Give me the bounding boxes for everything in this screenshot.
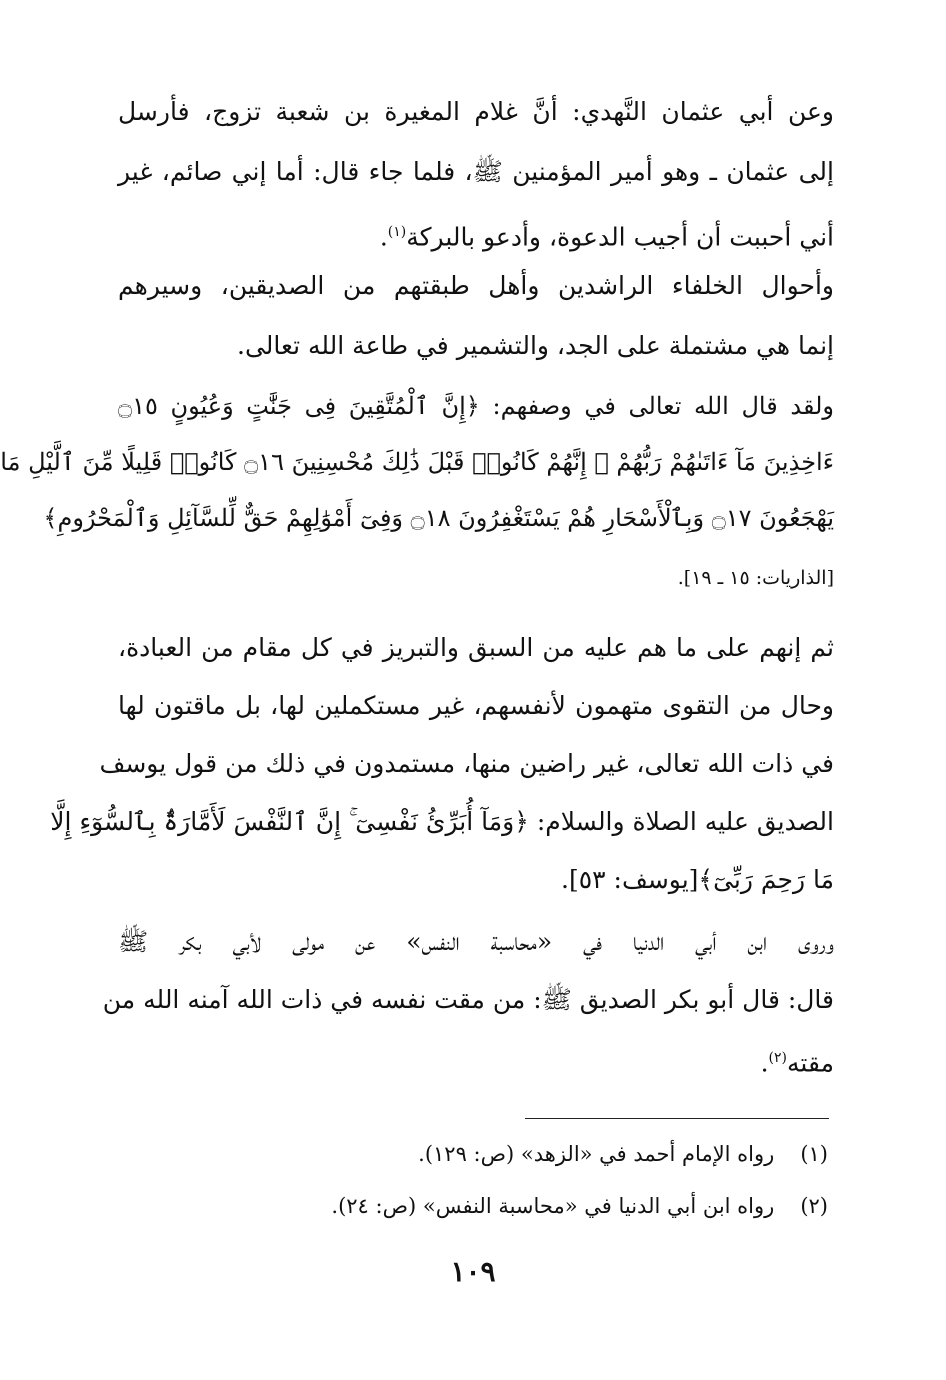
paragraph-line: ثم إنهم على ما هم عليه من السبق والتبريز في كل مقام من العبادة، [118,633,834,662]
punctuation: . [760,1048,769,1078]
footnote [418,1138,828,1170]
footnote-number: (١) [800,1142,828,1166]
paragraph-text: أني أحببت أن أجيب الدعوة، وأدعو بالبركة [406,222,834,252]
punctuation: . [379,222,388,252]
paragraph-line: الصديق عليه الصلاة والسلام: ﴿وَمَآ أُبَرِّئُ نَفْسِىٓ ۚ إِنَّ ٱلنَّفْسَ لَأَمَّارَةٌۢ بِٱلسُّوٓءِ إِلَّا [50,807,834,836]
quran-citation: [الذاريات: ١٥ ـ ١٩]. [677,567,834,589]
paragraph-line: وعن أبي عثمان النَّهدي: أنَّ غلام المغيرة بن شعبة تزوج، فأرسل [118,97,834,126]
footnote-number: (٢) [800,1194,828,1218]
paragraph-line: وحال من التقوى متهمون لأنفسهم، غير مستكملين لها، بل ماقتون لها [118,691,834,720]
page-number: ١٠٩ [450,1255,496,1288]
paragraph-text: مقته [787,1048,834,1078]
paragraph-line: إلى عثمان ـ وهو أمير المؤمنين ﷺ، فلما جاء قال: أما إني صائم، غير [118,157,834,186]
quran-verse-line: ءَاخِذِينَ مَآ ءَاتَىٰهُمْ رَبُّهُمْ ۚ إِنَّهُمْ كَانُوا۟ قَبْلَ ذَٰلِكَ مُحْسِنِينَ ۝١٦ كَانُوا۟ قَلِيلًا مِّنَ ٱلَّيْلِ مَا [0,448,834,476]
quran-verse-line: ولقد قال الله تعالى في وصفهم: ﴿إِنَّ ٱلْمُتَّقِينَ فِى جَنَّٰتٍ وَعُيُونٍ ۝١٥ [118,392,834,420]
quran-verse-line: يَهْجَعُونَ ۝١٧ وَبِٱلْأَسْحَارِ هُمْ يَسْتَغْفِرُونَ ۝١٨ وَفِىٓ أَمْوَٰلِهِمْ حَقٌّ لِّلسَّآئِلِ وَٱلْمَحْرُومِ﴾ [43,504,834,532]
paragraph-line: في ذات الله تعالى، غير راضين منها، مستمدون في ذلك من قول يوسف [99,749,834,778]
paragraph-line: مَا رَحِمَ رَبِّىٓ﴾[يوسف: ٥٣]. [561,865,834,894]
paragraph-line: قال: قال أبو بكر الصديق ﷺ: من مقت نفسه في ذات الله آمنه الله من [102,985,834,1014]
paragraph-line: وروى ابن أبي الدنيا في «محاسبة النفس» عن مولى لأبي بكر ﷺ [118,927,834,956]
paragraph-line: وأحوال الخلفاء الراشدين وأهل طبقتهم من الصديقين، وسيرهم [118,271,834,300]
footnote-text: رواه ابن أبي الدنيا في «محاسبة النفس» (ص: ٢٤). [331,1194,775,1218]
footnote-text: رواه الإمام أحمد في «الزهد» (ص: ١٢٩). [418,1142,775,1166]
footnote-reference[interactable]: (١) [387,224,407,240]
footnote-reference[interactable]: (٢) [768,1050,787,1066]
paragraph-line [118,212,834,257]
paragraph-line: إنما هي مشتملة على الجد، والتشمير في طاعة الله تعالى. [237,331,834,360]
paragraph-line [118,1038,834,1083]
footnote-divider [525,1118,829,1119]
footnote [331,1190,828,1222]
